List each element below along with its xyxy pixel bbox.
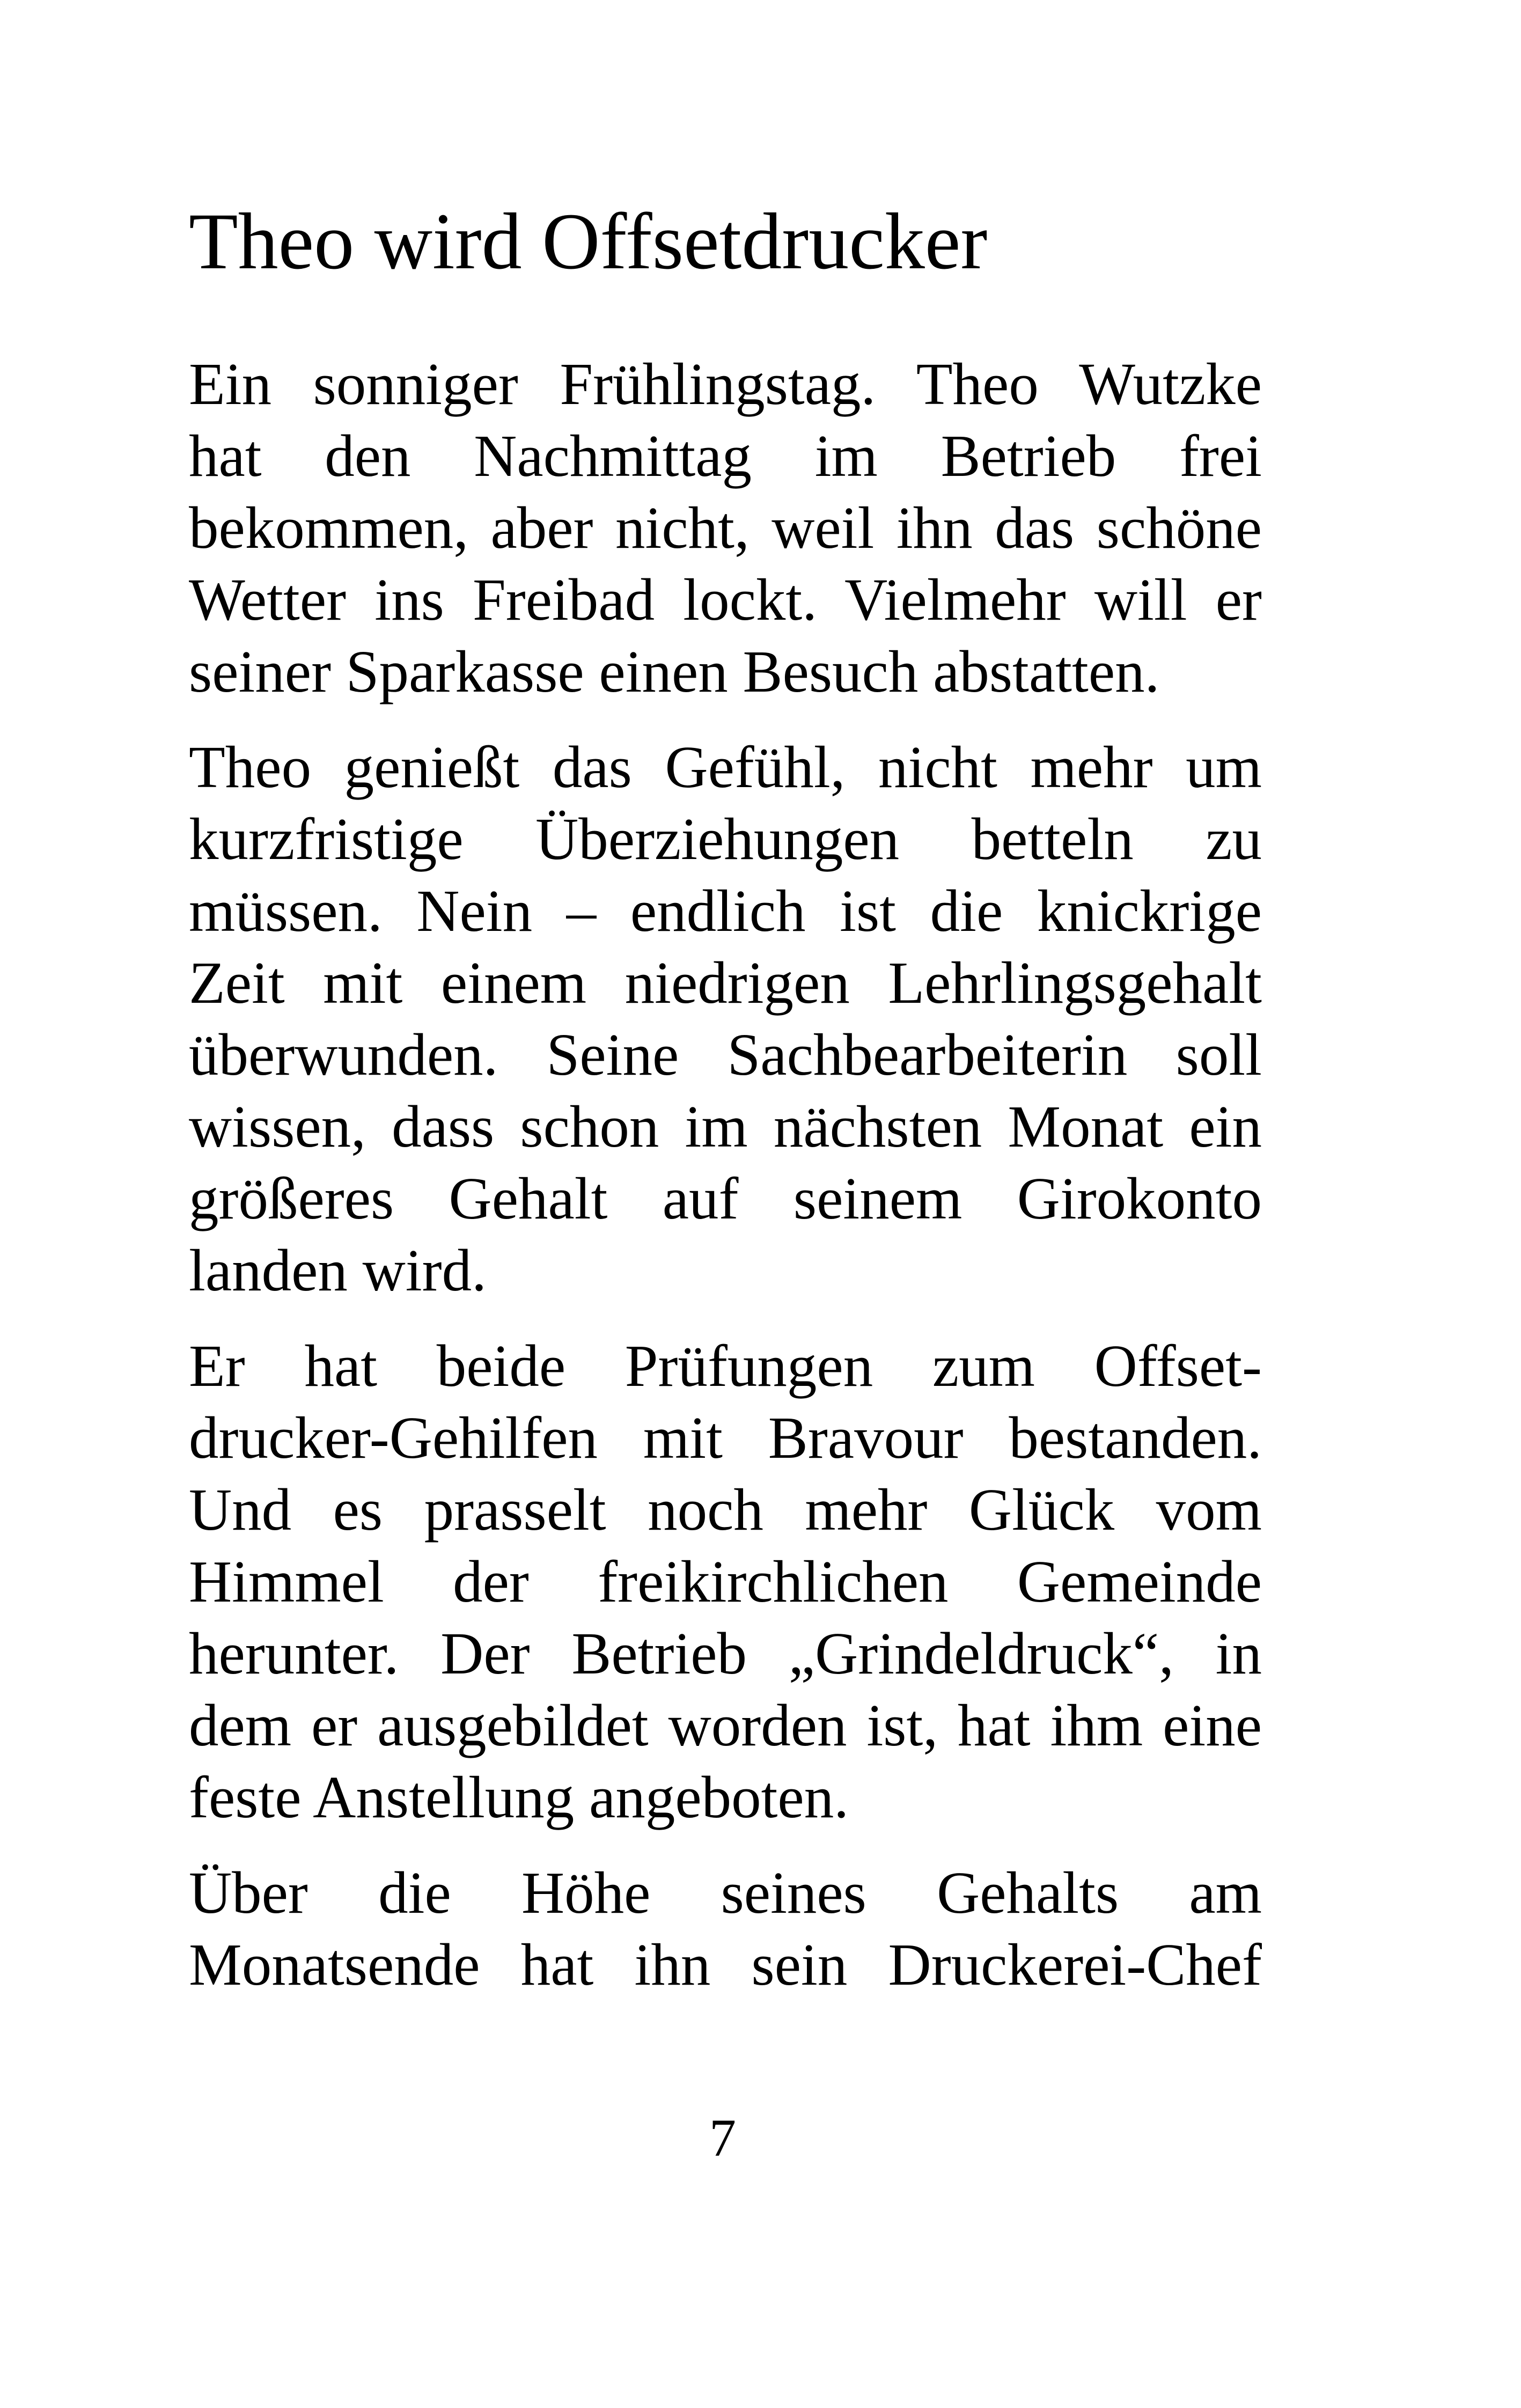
text-line: Zeit mit einem niedrigen Lehrlingsgehalt <box>189 950 1262 1016</box>
text-line: Monatsende hat ihn sein Druckerei-Chef <box>189 1932 1262 1998</box>
paragraph-2 <box>189 732 1262 1307</box>
text-line: müssen. Nein – endlich ist die knickrige <box>189 878 1262 944</box>
text-line: größeres Gehalt auf seinem Girokonto <box>189 1166 1262 1232</box>
text-line: hat den Nachmittag im Betrieb frei <box>189 423 1262 489</box>
text-line: Über die Höhe seines Gehalts am <box>189 1860 1262 1926</box>
text-line: Himmel der freikirchlichen Gemeinde <box>189 1549 1262 1615</box>
text-line: seiner Sparkasse einen Besuch abstatten. <box>189 639 1160 705</box>
text-line: drucker-Gehilfen mit Bravour bestanden. <box>189 1405 1262 1471</box>
paragraph-1 <box>189 349 1262 708</box>
page-number: 7 <box>709 2108 736 2168</box>
text-line: Und es prasselt noch mehr Glück vom <box>189 1477 1262 1543</box>
text-line: Er hat beide Prüfungen zum Offset- <box>189 1333 1262 1399</box>
text-line: überwunden. Seine Sachbearbeiterin soll <box>189 1022 1262 1088</box>
text-line: wissen, dass schon im nächsten Monat ein <box>189 1094 1262 1160</box>
text-line: feste Anstellung angeboten. <box>189 1765 849 1831</box>
text-line: bekommen, aber nicht, weil ihn das schöne <box>189 495 1262 561</box>
text-line: kurzfristige Überziehungen betteln zu <box>189 806 1262 872</box>
text-line: Wetter ins Freibad lockt. Vielmehr will er <box>189 567 1262 633</box>
paragraph-4 <box>189 1858 1262 2001</box>
text-line: dem er ausgebildet worden ist, hat ihm eine <box>189 1693 1262 1759</box>
text-line: landen wird. <box>189 1238 487 1304</box>
paragraph-3 <box>189 1331 1262 1834</box>
body-text <box>189 349 1262 2025</box>
text-line: herunter. Der Betrieb „Grindeldruck“, in <box>189 1621 1262 1687</box>
text-line: Theo genießt das Gefühl, nicht mehr um <box>189 735 1262 801</box>
text-line: Ein sonniger Frühlingstag. Theo Wutzke <box>189 351 1262 417</box>
chapter-title: Theo wird Offsetdrucker <box>189 197 988 286</box>
